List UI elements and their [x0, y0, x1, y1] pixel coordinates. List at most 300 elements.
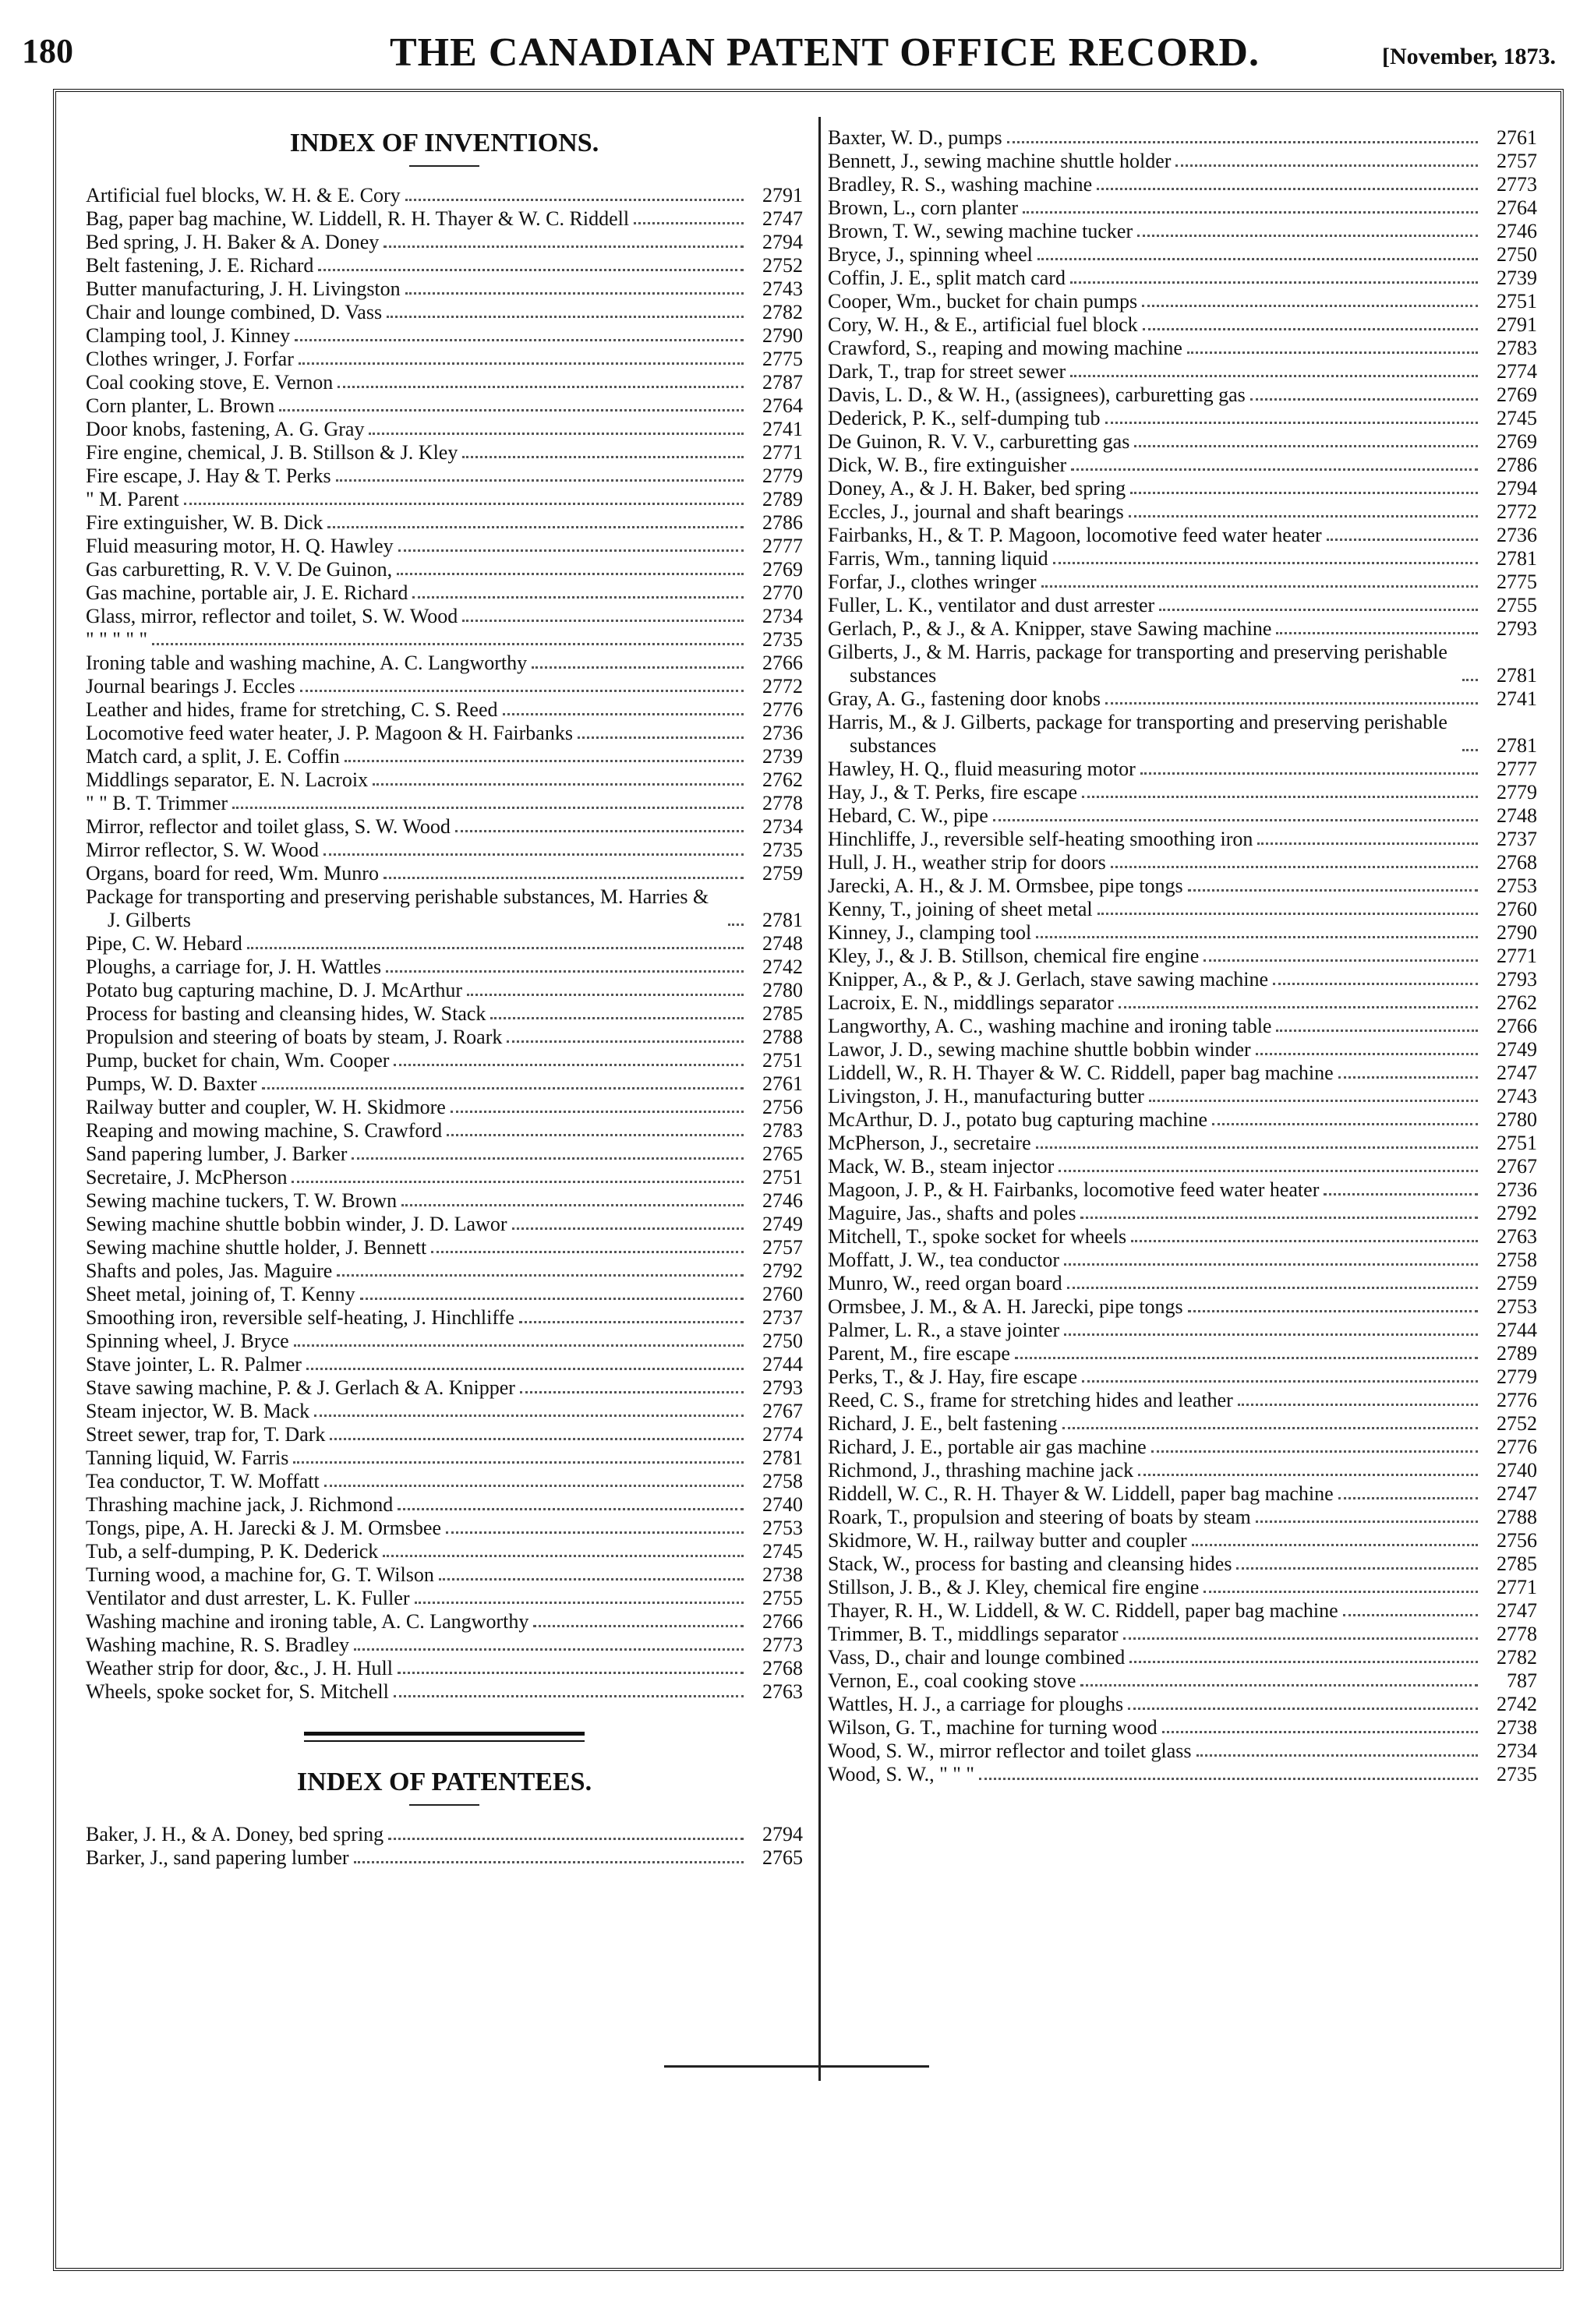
- leader-dots: [1111, 866, 1478, 868]
- entry-text: Coffin, J. E., split match card: [828, 267, 1066, 289]
- entry-text: Kenny, T., joining of sheet metal: [828, 898, 1093, 920]
- invention-entry: [86, 745, 803, 768]
- entry-text: Stillson, J. B., & J. Kley, chemical fire engine: [828, 1576, 1200, 1598]
- leader-dots: [398, 1508, 744, 1510]
- patent-number: 2751: [762, 1049, 803, 1072]
- leader-dots: [1138, 1474, 1478, 1476]
- invention-entry: [86, 1400, 803, 1423]
- patentee-entry: [828, 547, 1537, 570]
- patent-number: 2783: [762, 1119, 803, 1142]
- patentee-entry: [828, 430, 1537, 454]
- invention-entry: [86, 1446, 803, 1470]
- invention-entry: [86, 231, 803, 254]
- patent-number: 2751: [762, 1166, 803, 1188]
- patent-number: 2765: [762, 1143, 803, 1165]
- invention-entry: [86, 1470, 803, 1493]
- patentee-entry: [828, 1623, 1537, 1646]
- patent-number: 2755: [762, 1587, 803, 1609]
- patent-number: 2748: [1497, 804, 1537, 827]
- patent-number: 2735: [762, 839, 803, 861]
- leader-dots: [152, 643, 744, 645]
- patentee-entry: [828, 804, 1537, 828]
- patent-number: 2794: [762, 231, 803, 253]
- patent-number: 2780: [762, 979, 803, 1001]
- leader-dots: [1023, 211, 1478, 214]
- entry-text: Dark, T., trap for street sewer: [828, 360, 1066, 383]
- leader-dots: [1276, 632, 1478, 634]
- entry-text: Pumps, W. D. Baxter: [86, 1072, 257, 1095]
- entry-text: Mirror reflector, S. W. Wood: [86, 839, 319, 861]
- entry-text: Gas machine, portable air, J. E. Richard: [86, 581, 408, 604]
- invention-entry: [86, 394, 803, 418]
- entry-text: Mack, W. B., steam injector: [828, 1155, 1055, 1178]
- patent-number: 2760: [762, 1283, 803, 1305]
- entry-text: Brown, T. W., sewing machine tucker: [828, 220, 1133, 242]
- patent-number: 2748: [762, 932, 803, 955]
- patent-number: 2736: [1497, 1178, 1537, 1201]
- leader-dots: [1067, 1287, 1478, 1289]
- patentee-entry: [828, 594, 1537, 617]
- entry-text: Sheet metal, joining of, T. Kenny: [86, 1283, 355, 1305]
- entry-text: Spinning wheel, J. Bryce: [86, 1330, 289, 1352]
- leader-dots: [295, 339, 744, 341]
- patent-number: 2756: [1497, 1529, 1537, 1552]
- invention-entry: [86, 277, 803, 301]
- leader-dots: [318, 269, 744, 271]
- invention-entry: [86, 605, 803, 628]
- patent-number: 2746: [1497, 220, 1537, 242]
- patent-number: 2737: [1497, 828, 1537, 850]
- patent-number: 2791: [762, 184, 803, 207]
- patent-number: 2765: [762, 1846, 803, 1869]
- patent-number: 2786: [762, 511, 803, 534]
- patentee-entry: [828, 1038, 1537, 1061]
- entry-text: Mirror, reflector and toilet glass, S. W. Wood: [86, 815, 451, 838]
- patent-number: 2735: [762, 628, 803, 651]
- entry-text: Process for basting and cleansing hides, W. Stack: [86, 1002, 486, 1025]
- entry-text: Brown, L., corn planter: [828, 196, 1019, 219]
- patent-number: 2773: [1497, 173, 1537, 196]
- leader-dots: [1097, 188, 1478, 190]
- patent-number: 2783: [1497, 337, 1537, 359]
- patentee-entry: [828, 1155, 1537, 1178]
- patentee-entry: [828, 1295, 1537, 1319]
- patentee-entry: [828, 1482, 1537, 1506]
- patent-number: 2763: [1497, 1225, 1537, 1248]
- patent-number: 2757: [762, 1236, 803, 1259]
- patent-number: 2775: [1497, 570, 1537, 593]
- entry-text: Tub, a self-dumping, P. K. Dederick: [86, 1540, 379, 1563]
- leader-dots: [293, 1461, 744, 1464]
- leader-dots: [1062, 1427, 1478, 1429]
- patent-number: 2743: [1497, 1085, 1537, 1107]
- patent-number: 2781: [762, 909, 803, 931]
- patent-number: 2757: [1497, 150, 1537, 172]
- entry-text: Fire extinguisher, W. B. Dick: [86, 511, 323, 534]
- patent-number: 2794: [762, 1823, 803, 1845]
- patentee-entry: [828, 1716, 1537, 1739]
- leader-dots: [533, 1625, 744, 1627]
- entry-text: De Guinon, R. V. V., carburetting gas: [828, 430, 1130, 453]
- page-number: 180: [22, 32, 73, 70]
- invention-entry: [86, 558, 803, 581]
- leader-dots: [1162, 1731, 1478, 1733]
- issue-date: [November, 1873.: [1381, 44, 1556, 69]
- entry-text: Leather and hides, frame for stretching, C. S. Reed: [86, 698, 498, 721]
- invention-entry: [86, 1423, 803, 1446]
- entry-text: Butter manufacturing, J. H. Livingston: [86, 277, 401, 300]
- entry-text: Vass, D., chair and lounge combined: [828, 1646, 1126, 1669]
- leader-dots: [439, 1578, 744, 1581]
- patent-number: 2785: [762, 1002, 803, 1025]
- patent-number: 2767: [762, 1400, 803, 1422]
- patentee-entry: [828, 1552, 1537, 1576]
- entry-text: Stave sawing machine, P. & J. Gerlach & A. Knipper: [86, 1376, 515, 1399]
- patentee-entry: [828, 1225, 1537, 1249]
- patent-number: 2758: [762, 1470, 803, 1492]
- leader-dots: [446, 1531, 744, 1534]
- invention-entry: [86, 979, 803, 1002]
- leader-dots: [387, 316, 744, 318]
- patent-number: 2742: [1497, 1693, 1537, 1715]
- leader-dots: [314, 1415, 744, 1417]
- entry-text: Mitchell, T., spoke socket for wheels: [828, 1225, 1127, 1248]
- leader-dots: [336, 479, 744, 482]
- entry-text: Tongs, pipe, A. H. Jarecki & J. M. Ormsbee: [86, 1517, 442, 1539]
- leader-dots: [1119, 1006, 1478, 1008]
- leader-dots: [1250, 398, 1478, 401]
- patent-number: 2777: [1497, 758, 1537, 780]
- patent-number: 2792: [1497, 1202, 1537, 1224]
- patentee-entry: [828, 150, 1537, 173]
- invention-entry: [86, 839, 803, 862]
- patent-number: 2794: [1497, 477, 1537, 500]
- entry-text: Potato bug capturing machine, D. J. McArthur: [86, 979, 463, 1001]
- invention-entry: [86, 768, 803, 792]
- leader-dots: [1134, 445, 1478, 447]
- patentee-entry: [828, 173, 1537, 196]
- patentee-entry: [828, 617, 1537, 641]
- leader-dots: [369, 433, 744, 435]
- leader-dots: [447, 1134, 744, 1136]
- patentee-entry: [828, 1108, 1537, 1132]
- leader-dots: [1070, 281, 1478, 284]
- leader-dots: [1064, 1333, 1478, 1336]
- patentee-entry: [828, 267, 1537, 290]
- patent-number: 2738: [1497, 1716, 1537, 1739]
- entry-text: Cory, W. H., & E., artificial fuel block: [828, 313, 1138, 336]
- patent-number: 2788: [762, 1026, 803, 1048]
- patent-number: 2750: [762, 1330, 803, 1352]
- leader-dots: [1142, 305, 1478, 307]
- patent-number: 2776: [762, 698, 803, 721]
- invention-entry: [86, 955, 803, 979]
- entry-text: Doney, A., & J. H. Baker, bed spring: [828, 477, 1126, 500]
- leader-dots: [1462, 749, 1478, 751]
- leader-dots: [1256, 1053, 1478, 1055]
- patent-number: 2761: [762, 1072, 803, 1095]
- invention-entry: [86, 1072, 803, 1096]
- entry-text: Lawor, J. D., sewing machine shuttle bobbin winder: [828, 1038, 1251, 1061]
- entry-text: Hawley, H. Q., fluid measuring motor: [828, 758, 1136, 780]
- entry-text: Parent, M., fire escape: [828, 1342, 1010, 1365]
- patent-number: 2786: [1497, 454, 1537, 476]
- patent-number: 2771: [762, 441, 803, 464]
- patent-number: 2791: [1497, 313, 1537, 336]
- patent-number: 2739: [762, 745, 803, 768]
- patent-number: 2749: [1497, 1038, 1537, 1061]
- patent-number: 2753: [1497, 874, 1537, 897]
- entry-text: Washing machine and ironing table, A. C. Langworthy: [86, 1610, 529, 1633]
- patentee-entry: [828, 1506, 1537, 1529]
- leader-dots: [323, 853, 744, 856]
- leader-dots: [1082, 1380, 1478, 1383]
- leader-dots: [1204, 1591, 1478, 1593]
- patentee-entry: [828, 1646, 1537, 1669]
- leader-dots: [397, 573, 744, 575]
- patent-number: 2742: [762, 955, 803, 978]
- patentee-entry: [828, 851, 1537, 874]
- entry-text: Smoothing iron, reversible self-heating, J. Hinchliffe: [86, 1306, 514, 1329]
- leader-dots: [1036, 936, 1478, 938]
- leader-dots: [634, 222, 744, 224]
- entry-text: Reaping and mowing machine, S. Crawford: [86, 1119, 443, 1142]
- patentee-entry: [828, 1015, 1537, 1038]
- leader-dots: [1129, 515, 1478, 517]
- patent-number: 2741: [762, 418, 803, 440]
- entry-text: Sewing machine tuckers, T. W. Brown: [86, 1189, 398, 1212]
- invention-entry: [86, 1517, 803, 1540]
- patentee-entry: [828, 687, 1537, 711]
- leader-dots: [467, 994, 744, 996]
- patentee-entry: [828, 1529, 1537, 1552]
- patent-number: 2780: [1497, 1108, 1537, 1131]
- entry-text: Sewing machine shuttle holder, J. Bennett: [86, 1236, 427, 1259]
- patentee-entry: [828, 1763, 1537, 1786]
- entry-text: Artificial fuel blocks, W. H. & E. Cory: [86, 184, 401, 207]
- leader-dots: [578, 736, 744, 739]
- patent-number: 2787: [762, 371, 803, 394]
- patentee-entry: [828, 1412, 1537, 1436]
- patentee-entry: [828, 337, 1537, 360]
- leader-dots: [1338, 1076, 1478, 1079]
- entry-text: Wattles, H. J., a carriage for ploughs: [828, 1693, 1124, 1715]
- leader-dots: [1149, 1100, 1478, 1102]
- leader-dots: [512, 1227, 744, 1230]
- patent-number: 2772: [762, 675, 803, 698]
- invention-entry: [86, 1330, 803, 1353]
- invention-entry: [86, 1306, 803, 1330]
- leader-dots: [324, 1485, 744, 1487]
- entry-text: Hay, J., & T. Perks, fire escape: [828, 781, 1078, 804]
- entry-text: Turning wood, a machine for, G. T. Wilson: [86, 1563, 434, 1586]
- leader-dots: [1082, 796, 1478, 798]
- leader-dots: [360, 1298, 744, 1300]
- entry-text: Package for transporting and preserving perishable substances, M. Harries & J. Gilberts: [86, 885, 709, 931]
- leader-dots: [383, 245, 744, 248]
- leader-dots: [394, 1064, 744, 1066]
- invention-entry: [86, 418, 803, 441]
- invention-entry: [86, 1096, 803, 1119]
- patentee-entry: [828, 1693, 1537, 1716]
- invention-entry: [86, 1236, 803, 1259]
- patentees-list-left: [86, 1823, 803, 1870]
- patentee-entry: [828, 1389, 1537, 1412]
- patent-number: 2764: [1497, 196, 1537, 219]
- patent-number: 2781: [1497, 734, 1537, 757]
- entry-text: Harris, M., & J. Gilberts, package for transporting and preserving perishable substances: [828, 711, 1447, 757]
- leader-dots: [507, 1040, 744, 1043]
- patent-number: 2766: [762, 652, 803, 674]
- entry-text: Corn planter, L. Brown: [86, 394, 275, 417]
- leader-dots: [279, 409, 744, 411]
- patent-number: 2758: [1497, 1249, 1537, 1271]
- invention-entry: [86, 1540, 803, 1563]
- entry-text: Steam injector, W. B. Mack: [86, 1400, 310, 1422]
- inventions-list: [86, 184, 803, 1704]
- entry-text: Richard, J. E., portable air gas machine: [828, 1436, 1147, 1458]
- leader-dots: [338, 386, 744, 388]
- invention-entry: [86, 1493, 803, 1517]
- leader-dots: [354, 1861, 744, 1863]
- patentee-entry: [828, 313, 1537, 337]
- entry-text: Ironing table and washing machine, A. C. Langworthy: [86, 652, 528, 674]
- invention-entry: [86, 1143, 803, 1166]
- patent-number: 2734: [762, 605, 803, 627]
- patent-number: 2790: [1497, 921, 1537, 944]
- entry-text: Richard, J. E., belt fastening: [828, 1412, 1058, 1435]
- invention-entry: [86, 1587, 803, 1610]
- invention-entry: [86, 1283, 803, 1306]
- entry-text: Journal bearings J. Eccles: [86, 675, 295, 698]
- entry-text: Wood, S. W., mirror reflector and toilet glass: [828, 1739, 1192, 1762]
- leader-dots: [1105, 422, 1478, 424]
- leader-dots: [184, 503, 744, 505]
- leader-dots: [979, 1778, 1478, 1780]
- patent-number: 2750: [1497, 243, 1537, 266]
- entry-text: Locomotive feed water heater, J. P. Magoon & H. Fairbanks: [86, 722, 573, 744]
- entry-text: Coal cooking stove, E. Vernon: [86, 371, 334, 394]
- entry-text: Belt fastening, J. E. Richard: [86, 254, 314, 277]
- patentee-entry: [828, 196, 1537, 220]
- invention-entry: [86, 1259, 803, 1283]
- entry-text: Baxter, W. D., pumps: [828, 126, 1002, 149]
- leader-dots: [1137, 235, 1478, 237]
- left-column: [86, 126, 803, 1870]
- right-column: [828, 126, 1537, 1786]
- patentee-entry: [828, 477, 1537, 500]
- leader-dots: [1343, 1614, 1478, 1616]
- invention-entry: [86, 652, 803, 675]
- leader-dots: [1007, 141, 1478, 143]
- patent-number: 2771: [1497, 945, 1537, 967]
- entry-text: Weather strip for door, &c., J. H. Hull: [86, 1657, 393, 1679]
- patent-number: 2759: [1497, 1272, 1537, 1294]
- patent-number: 2735: [1497, 1763, 1537, 1785]
- leader-dots: [1187, 351, 1478, 354]
- patentee-entry: [828, 360, 1537, 383]
- leader-dots: [451, 1111, 744, 1113]
- entry-text: McPherson, J., secretaire: [828, 1132, 1031, 1154]
- patent-number: 2766: [762, 1610, 803, 1633]
- entry-text: Fluid measuring motor, H. Q. Hawley: [86, 535, 394, 557]
- leader-dots: [1188, 1310, 1478, 1312]
- invention-entry: [86, 488, 803, 511]
- patent-number: 2793: [1497, 617, 1537, 640]
- leader-dots: [462, 456, 744, 458]
- entry-text: Vernon, E., coal cooking stove: [828, 1669, 1076, 1692]
- leader-dots: [1151, 1450, 1478, 1453]
- invention-entry: [86, 932, 803, 955]
- patentee-entry: [828, 1436, 1537, 1459]
- invention-entry: [86, 1189, 803, 1213]
- invention-entry: [86, 1610, 803, 1634]
- patent-number: 2792: [762, 1259, 803, 1282]
- patentee-entry: [828, 1669, 1537, 1693]
- patent-number: 2746: [762, 1189, 803, 1212]
- entry-text: Jarecki, A. H., & J. M. Ormsbee, pipe tongs: [828, 874, 1183, 897]
- patent-number: 2781: [762, 1446, 803, 1469]
- leader-dots: [345, 760, 744, 762]
- leader-dots: [1140, 772, 1478, 775]
- patent-number: 2747: [1497, 1061, 1537, 1084]
- patent-number: 2747: [1497, 1482, 1537, 1505]
- patentee-entry: [828, 921, 1537, 945]
- entry-text: Liddell, W., R. H. Thayer & W. C. Riddell, paper bag machine: [828, 1061, 1334, 1084]
- leader-dots: [415, 1602, 744, 1604]
- entry-text: Hinchliffe, J., reversible self-heating smoothing iron: [828, 828, 1253, 850]
- column-divider: [818, 117, 821, 2081]
- invention-entry: [86, 698, 803, 722]
- patent-number: 2747: [762, 207, 803, 230]
- leader-dots: [1238, 1404, 1478, 1406]
- entry-text: Stack, W., process for basting and cleansing hides: [828, 1552, 1232, 1575]
- entry-text: Thrashing machine jack, J. Richmond: [86, 1493, 394, 1516]
- entry-text: Livingston, J. H., manufacturing butter: [828, 1085, 1144, 1107]
- invention-entry: [86, 1213, 803, 1236]
- patent-number: 2744: [1497, 1319, 1537, 1341]
- entry-text: Perks, T., & J. Hay, fire escape: [828, 1365, 1078, 1388]
- entry-text: Cooper, Wm., bucket for chain pumps: [828, 290, 1138, 313]
- entry-text: Reed, C. S., frame for stretching hides and leather: [828, 1389, 1233, 1411]
- patentee-entry: [828, 1249, 1537, 1272]
- leader-dots: [1462, 679, 1478, 681]
- entry-text: Langworthy, A. C., washing machine and ironing table: [828, 1015, 1272, 1037]
- leader-dots: [1015, 1357, 1478, 1359]
- leader-dots: [520, 1391, 744, 1393]
- patentee-entry: [828, 641, 1537, 687]
- invention-entry: [86, 254, 803, 277]
- end-rule: [664, 2065, 929, 2068]
- invention-entry: [86, 1166, 803, 1189]
- entry-text: Palmer, L. R., a stave jointer: [828, 1319, 1060, 1341]
- entry-text: Street sewer, trap for, T. Dark: [86, 1423, 326, 1446]
- entry-text: Barker, J., sand papering lumber: [86, 1846, 349, 1869]
- patentee-entry: [828, 1739, 1537, 1763]
- leader-dots: [431, 1251, 744, 1253]
- leader-dots: [1064, 1263, 1478, 1266]
- patent-number: 2762: [762, 768, 803, 791]
- leader-dots: [394, 1695, 744, 1697]
- leader-dots: [1041, 585, 1478, 588]
- leader-dots: [299, 362, 744, 365]
- leader-dots: [1130, 492, 1478, 494]
- leader-dots: [1036, 1146, 1478, 1149]
- leader-dots: [354, 1648, 744, 1651]
- entry-text: Chair and lounge combined, D. Vass: [86, 301, 383, 323]
- invention-entry: [86, 628, 803, 652]
- patentee-entry: [828, 407, 1537, 430]
